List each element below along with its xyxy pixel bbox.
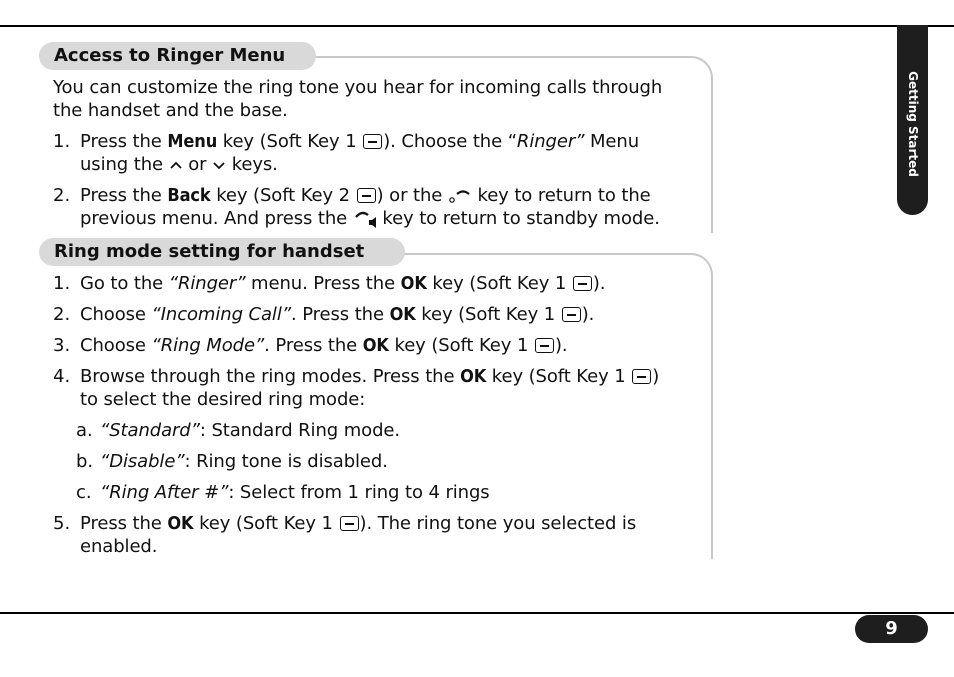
step-number: 2. <box>53 185 71 206</box>
section2-step4: Browse through the ring modes. Press the OK key (Soft Key 1 ) to select the desired ring mode: <box>80 366 660 410</box>
soft-key-icon <box>340 516 359 531</box>
soft-key-icon <box>632 369 651 384</box>
bottom-rule <box>0 612 954 614</box>
sub-letter: b. <box>76 451 94 472</box>
sub-item-ring-after: “Ring After #”: Select from 1 ring to 4 rings <box>100 482 490 503</box>
end-call-icon <box>448 188 472 204</box>
sub-item-disable: “Disable”: Ring tone is disabled. <box>100 451 388 472</box>
section2-step5: Press the OK key (Soft Key 1 ). The ring tone you selected is enabled. <box>80 513 637 557</box>
section1-intro: You can customize the ring tone you hear for incoming calls through the handset and the base. <box>53 77 663 121</box>
section2-step1: Go to the “Ringer” menu. Press the OK key (Soft Key 1 ). <box>80 273 606 294</box>
section1-step2: Press the Back key (Soft Key 2 ) or the key to return to the previous menu. And press the key to return to standby mode. <box>80 185 660 229</box>
soft-key-icon <box>363 134 382 149</box>
side-tab-label: Getting Started <box>905 71 920 177</box>
down-arrow-icon <box>212 159 226 171</box>
sub-letter: a. <box>76 420 93 441</box>
section2-step2: Choose “Incoming Call”. Press the OK key (Soft Key 1 ). <box>80 304 595 325</box>
step-number: 3. <box>53 335 71 356</box>
section2-title: Ring mode setting for handset <box>39 238 405 266</box>
step-number: 1. <box>53 131 71 152</box>
step-number: 1. <box>53 273 71 294</box>
step-number: 4. <box>53 366 71 387</box>
sub-letter: c. <box>76 482 92 503</box>
soft-key-icon <box>535 338 554 353</box>
sub-item-standard: “Standard”: Standard Ring mode. <box>100 420 400 441</box>
top-rule <box>0 25 954 27</box>
up-arrow-icon <box>169 159 183 171</box>
side-tab <box>897 25 928 215</box>
talk-speaker-icon <box>353 210 377 228</box>
page-number: 9 <box>855 615 928 643</box>
soft-key-icon <box>562 307 581 322</box>
section1-step1: Press the Menu key (Soft Key 1 ). Choose the “Ringer” Menu using the or keys. <box>80 131 640 175</box>
soft-key-icon <box>573 276 592 291</box>
step-number: 5. <box>53 513 71 534</box>
section1-title: Access to Ringer Menu <box>39 42 316 70</box>
soft-key-icon <box>357 188 376 203</box>
step-number: 2. <box>53 304 71 325</box>
section2-step3: Choose “Ring Mode”. Press the OK key (Soft Key 1 ). <box>80 335 568 356</box>
